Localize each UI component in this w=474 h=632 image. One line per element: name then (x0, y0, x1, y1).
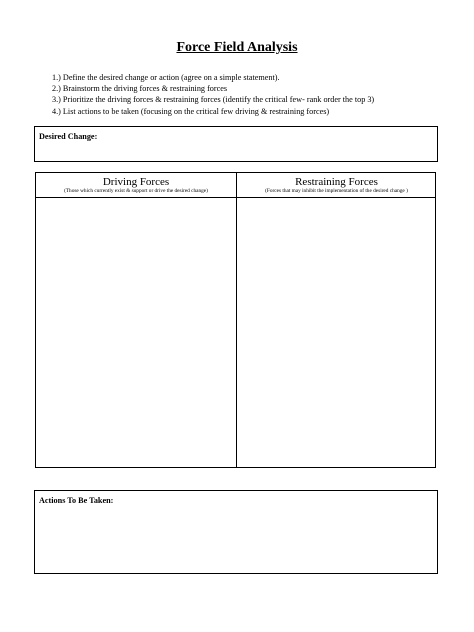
driving-forces-header (36, 176, 236, 195)
actions-field[interactable] (34, 490, 438, 574)
actions-label: Actions To Be Taken: (39, 496, 114, 505)
instruction-step-1: 1.) Define the desired change or action (agree on a simple statement). (52, 73, 280, 82)
instruction-step-3: 3.) Prioritize the driving forces & restraining forces (identify the critical few- rank order the top 3) (52, 95, 375, 105)
page-title: Force Field Analysis (176, 40, 298, 55)
forces-table (35, 172, 436, 468)
desired-change-label: Desired Change: (39, 132, 98, 141)
driving-forces-subtitle: (Those which currently exist & support or drive the desired change) (64, 188, 208, 194)
instruction-step-4: 4.) List actions to be taken (focusing on the critical few driving & restraining forces) (52, 106, 330, 116)
restraining-forces-subtitle: (Forces that may inhibit the implementation of the desired change ) (265, 188, 408, 194)
desired-change-field[interactable] (34, 126, 438, 162)
restraining-forces-header (237, 176, 436, 195)
column-divider (236, 173, 237, 467)
driving-forces-title: Driving Forces (102, 176, 170, 188)
restraining-forces-title: Restraining Forces (295, 176, 378, 188)
instruction-list (52, 72, 374, 117)
instruction-step-2: 2.) Brainstorm the driving forces & restraining forces (52, 84, 228, 94)
